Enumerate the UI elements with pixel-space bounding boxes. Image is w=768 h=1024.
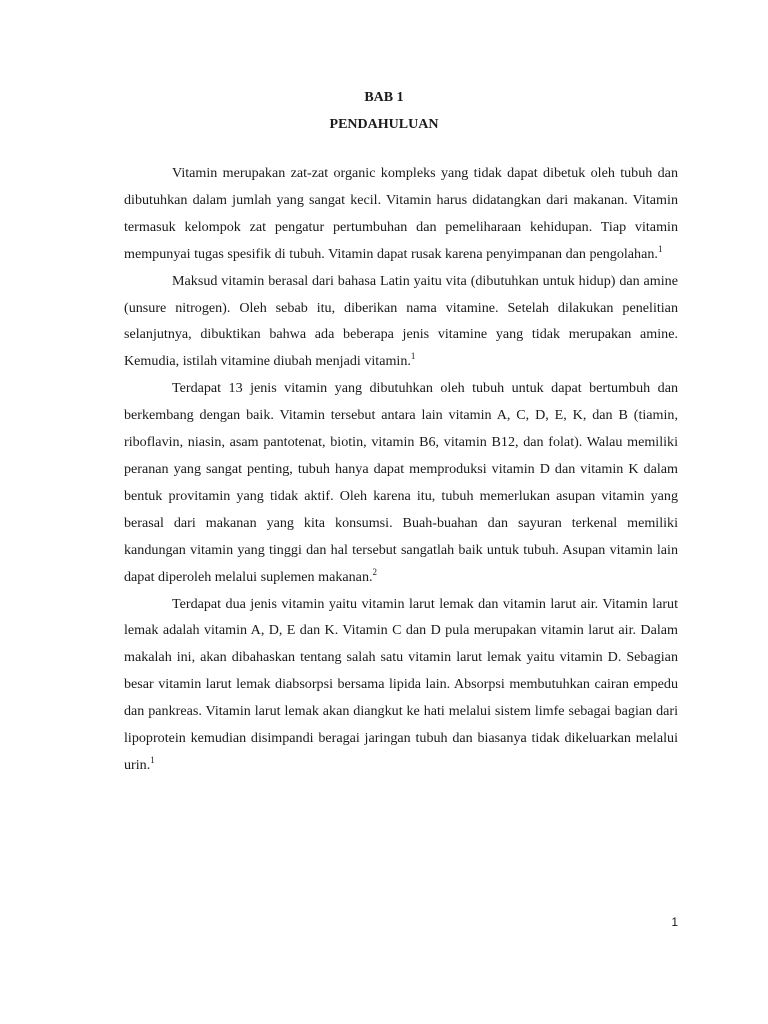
footnote-ref: 1 [657, 243, 663, 254]
paragraph-text: Terdapat dua jenis vitamin yaitu vitamin larut lemak dan vitamin larut air. Vitamin larut lemak adalah vitamin A, D, E dan K. Vitamin C dan D pula merupakan vitamin larut air. Dalam makalah ini, akan dibahaskan tentang salah satu vitamin larut lemak yaitu vitamin D. Sebagian besar vitamin larut lemak diabsorpsi bersama lipida lain. Absorpsi membutuhkan cairan empedu dan pankreas. Vitamin larut lemak akan diangkut ke hati melalui sistem limfe sebagai bagian dari lipoprotein kemudian disimpandi beragai jaringan tubuh dan biasanya tidak dikeluarkan melalui urin. [124, 595, 678, 773]
paragraph [124, 375, 678, 590]
footnote-ref: 1 [410, 351, 416, 362]
paragraph-text: Vitamin merupakan zat-zat organic kompleks yang tidak dapat dibetuk oleh tubuh dan dibutuhkan dalam jumlah yang sangat kecil. Vitamin harus didatangkan dari makanan. Vitamin termasuk kelompok zat pengatur pertumbuhan dan pemeliharaan kehidupan. Tiap vitamin mempunyai tugas spesifik di tubuh. Vitamin dapat rusak karena penyimpanan dan pengolahan. [124, 165, 678, 262]
paragraph-text: Maksud vitamin berasal dari bahasa Latin yaitu vita (dibutuhkan untuk hidup) dan amine (unsure nitrogen). Oleh sebab itu, diberikan nama vitamine. Setelah dilakukan penelitian selanjutnya, dibuktikan bahwa ada beberapa jenis vitamine yang tidak merupakan amine. Kemudia, istilah vitamine diubah menjadi vitamin. [124, 272, 678, 370]
chapter-title: PENDAHULUAN [329, 117, 439, 132]
footnote-ref: 2 [372, 566, 378, 577]
paragraph [124, 268, 678, 376]
paragraph-text: Terdapat 13 jenis vitamin yang dibutuhkan oleh tubuh untuk dapat bertumbuh dan berkembang dengan baik. Vitamin tersebut antara lain vitamin A, C, D, E, K, dan B (tiamin, riboflavin, niasin, asam pantotenat, biotin, vitamin B6, vitamin B12, dan folat). Walau memiliki peranan yang sangat penting, tubuh hanya dapat memproduksi vitamin D dan vitamin K dalam bentuk provitamin yang tidak aktif. Oleh karena itu, tubuh memerlukan asupan vitamin yang berasal dari makanan yang kita konsumsi. Buah-buahan dan sayuran terkenal memiliki kandungan vitamin yang tinggi dan hal tersebut sangatlah baik untuk tubuh. Asupan vitamin lain dapat diperoleh melalui suplemen makanan. [124, 380, 678, 585]
footnote-ref: 1 [150, 754, 155, 765]
paragraph [124, 591, 678, 779]
page-number: 1 [671, 915, 678, 929]
chapter-label: BAB 1 [364, 90, 404, 105]
paragraph [124, 160, 678, 268]
document-body [124, 160, 678, 779]
